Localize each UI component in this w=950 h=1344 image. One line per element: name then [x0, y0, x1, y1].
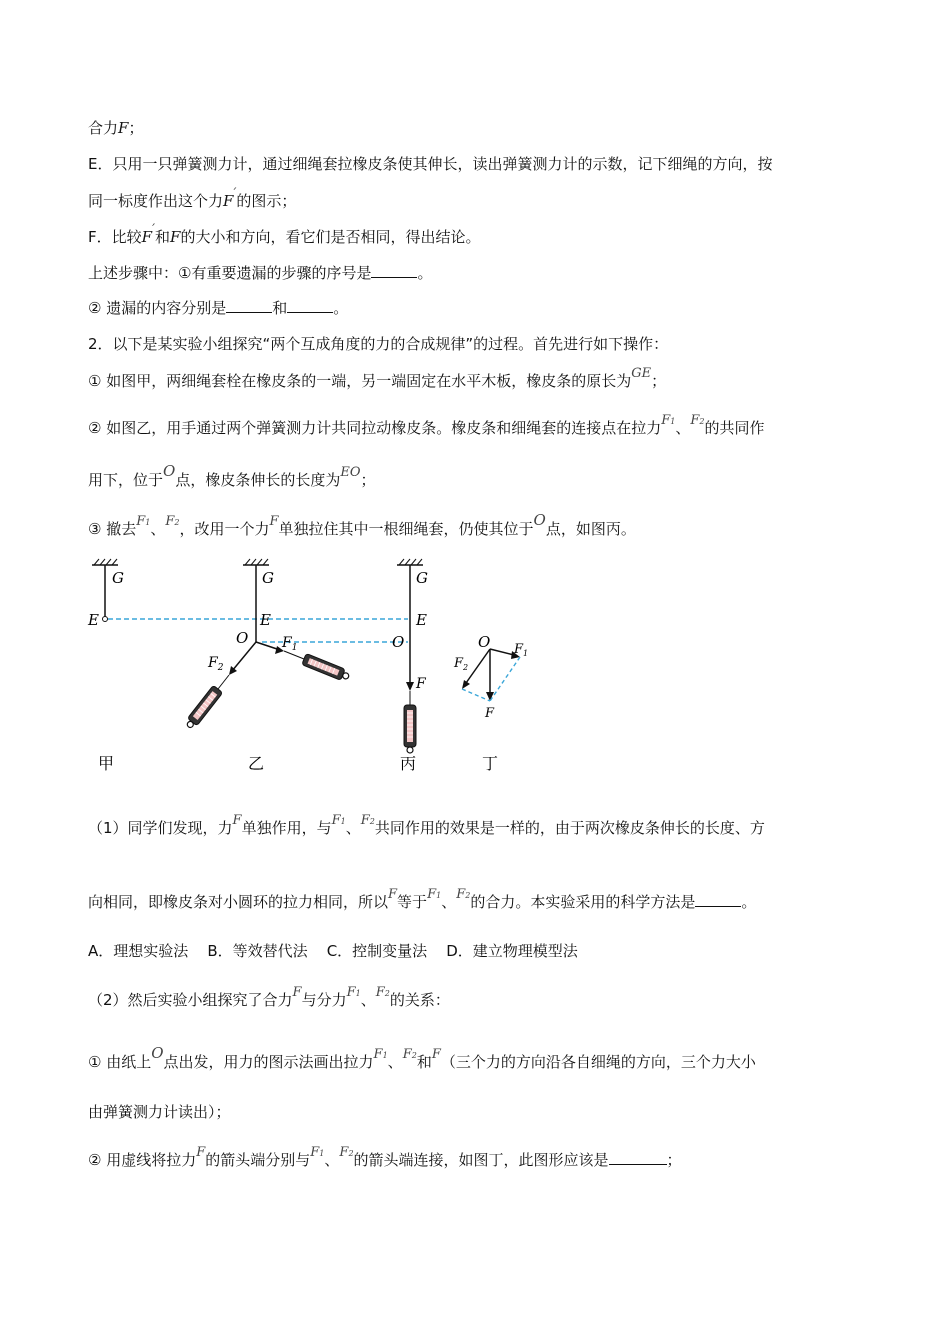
- figure-bing: [392, 559, 428, 773]
- symbol-F: F: [388, 887, 398, 902]
- spring-scale-right: [302, 653, 351, 682]
- text: ② 用虚线将拉力: [88, 1151, 197, 1169]
- text: 的箭头端分别与: [205, 1151, 311, 1169]
- symbol-F2: F2: [165, 514, 180, 529]
- operation-1: [88, 366, 667, 393]
- symbol-F: F: [292, 985, 302, 1000]
- answer-options[interactable]: A．理想实验法 B．等效替代法 C．控制变量法 D．建立物理模型法: [88, 942, 578, 960]
- label-E: E: [416, 611, 427, 629]
- symbol-EO: EO: [340, 465, 361, 480]
- label-F2: $F_2$: [208, 655, 224, 673]
- text: E．只用一只弹簧测力计，通过细绳套拉橡皮条使其伸长，读出弹簧测力计的示数，记下细绳的方向，按: [88, 155, 773, 173]
- label-F: F: [485, 706, 495, 721]
- text: 点，如图丙。: [545, 520, 636, 538]
- symbol-F1: F1: [373, 1047, 388, 1062]
- part-1-line2: [88, 887, 757, 915]
- figure-ding: [453, 633, 528, 773]
- symbol-F1: F1: [310, 1145, 325, 1160]
- caption-yi: 乙: [248, 754, 265, 773]
- text: 单独拉住其中一根细绳套，仍使其位于: [278, 520, 534, 538]
- text: 上述步骤中：①有重要遗漏的步骤的序号是: [88, 264, 372, 282]
- symbol-F2: F2: [402, 1047, 417, 1062]
- symbol-F: F: [170, 228, 181, 246]
- text: 共同作用的效果是一样的，由于两次橡皮条伸长的长度、方: [374, 819, 765, 837]
- operation-2-line1: [88, 413, 765, 441]
- operation-2-line2: [88, 462, 376, 492]
- symbol-F: F: [431, 1047, 441, 1062]
- symbol-F2: F2: [339, 1145, 354, 1160]
- part-2-line: [88, 985, 450, 1013]
- symbol-F-prime: F: [223, 192, 234, 210]
- label-F2: $F_2$: [454, 656, 469, 672]
- text: 和: [272, 299, 288, 317]
- symbol-F2: F2: [375, 985, 390, 1000]
- label-O: O: [392, 633, 405, 651]
- text: 单独作用，与: [241, 819, 332, 837]
- options-line: [88, 941, 578, 961]
- symbol-F1: F1: [427, 887, 442, 902]
- text: 的大小和方向，看它们是否相同，得出结论。: [180, 228, 481, 246]
- text: 2．以下是某实验小组探究“两个互成角度的力的合成规律”的过程。首先进行如下操作：: [88, 335, 669, 353]
- spring-scale-down: [404, 705, 416, 753]
- text: 与分力: [301, 991, 347, 1009]
- text: ② 遗漏的内容分别是: [88, 299, 227, 317]
- symbol-F1: F1: [136, 514, 151, 529]
- text: 向相同，即橡皮条对小圆环的拉力相同，所以: [88, 893, 389, 911]
- step-e-line2: [88, 186, 297, 213]
- text: ① 由纸上: [88, 1053, 152, 1071]
- text: ① 如图甲，两细绳套栓在橡皮条的一端，另一端固定在水平木板，橡皮条的原长为: [88, 372, 632, 390]
- text: 点，橡皮条伸长的长度为: [175, 471, 341, 489]
- symbol-F2: F2: [360, 813, 375, 828]
- text: ，改用一个力: [179, 520, 270, 538]
- caption-jia: 甲: [98, 754, 115, 773]
- text: 由弹簧测力计读出）；: [88, 1103, 231, 1121]
- text: ；: [128, 119, 144, 137]
- answer-blank[interactable]: [226, 298, 272, 313]
- spring-scale-left: [184, 685, 223, 730]
- text: 的图示；: [236, 192, 297, 210]
- answer-blank[interactable]: [609, 1150, 667, 1165]
- text: 。: [741, 893, 757, 911]
- label-F: F: [416, 676, 426, 692]
- text: ；: [360, 471, 376, 489]
- step-connect-line: [88, 1145, 682, 1173]
- question-missing-step: [88, 263, 432, 283]
- symbol-F: F: [196, 1145, 206, 1160]
- text: 的箭头端连接，如图丁，此图形应该是: [353, 1151, 609, 1169]
- symbol-F2: F2: [690, 413, 705, 428]
- text: 的合力。本实验采用的科学方法是: [470, 893, 696, 911]
- text: 点出发，用力的图示法画出拉力: [163, 1053, 374, 1071]
- experiment-figure: [80, 555, 560, 790]
- text: 同一标度作出这个力: [88, 192, 224, 210]
- figure-svg: [80, 555, 560, 790]
- text: 、: [345, 819, 361, 837]
- symbol-F1: F1: [346, 985, 361, 1000]
- label-O: O: [236, 629, 249, 647]
- text: （三个力的方向沿各自细绳的方向，三个力大小: [440, 1053, 756, 1071]
- label-G: G: [416, 569, 428, 587]
- label-G: G: [262, 569, 274, 587]
- step-draw-line2: [88, 1102, 231, 1122]
- step-e-line1: [88, 154, 772, 174]
- label-G: G: [112, 569, 124, 587]
- symbol-F: F: [118, 119, 129, 137]
- label-F1: $F_1$: [514, 642, 529, 658]
- figure-yi: [184, 559, 351, 773]
- text: 的关系：: [389, 991, 450, 1009]
- text: 、: [387, 1053, 403, 1071]
- symbol-F1: F1: [661, 413, 676, 428]
- figure-jia: [87, 559, 124, 773]
- step-f-line: [88, 222, 481, 249]
- label-O: O: [478, 633, 491, 651]
- text: ；: [666, 1151, 682, 1169]
- caption-ding: 丁: [482, 754, 499, 773]
- text: 。: [417, 264, 433, 282]
- answer-blank[interactable]: [371, 263, 417, 278]
- caption-bing: 丙: [400, 754, 417, 773]
- text: F．比较: [88, 228, 142, 246]
- text: 等于: [397, 893, 428, 911]
- symbol-F2: F2: [456, 887, 471, 902]
- operation-3: [88, 511, 636, 542]
- label-F1: $F_1$: [282, 635, 298, 653]
- text: ；: [651, 372, 667, 390]
- prime-mark: ′: [233, 186, 237, 201]
- line-resultant: [88, 118, 143, 138]
- text: 、: [675, 419, 691, 437]
- text: 和: [155, 228, 171, 246]
- text: 。: [333, 299, 349, 317]
- symbol-F1: F1: [331, 813, 346, 828]
- text: 和: [416, 1053, 432, 1071]
- text: ③ 撤去: [88, 520, 137, 538]
- text: （1）同学们发现，力: [88, 819, 233, 837]
- text: 、: [360, 991, 376, 1009]
- question-missing-content: [88, 298, 348, 318]
- label-E: E: [88, 611, 99, 629]
- answer-blank[interactable]: [695, 892, 741, 907]
- text: （2）然后实验小组探究了合力: [88, 991, 293, 1009]
- question-2-intro: [88, 334, 668, 354]
- text: 合力: [88, 119, 119, 137]
- text: 用下，位于: [88, 471, 164, 489]
- text: ② 如图乙，用手通过两个弹簧测力计共同拉动橡皮条。橡皮条和细绳套的连接点在拉力: [88, 419, 662, 437]
- symbol-GE: GE: [631, 366, 652, 381]
- text: 的共同作: [704, 419, 765, 437]
- symbol-O: O: [533, 511, 546, 529]
- text: 、: [150, 520, 166, 538]
- step-draw-line1: [88, 1044, 756, 1075]
- text: 、: [324, 1151, 340, 1169]
- symbol-F: F: [232, 813, 242, 828]
- label-E: E: [260, 611, 271, 629]
- text: 、: [441, 893, 457, 911]
- symbol-O: O: [151, 1044, 164, 1062]
- symbol-F: F: [269, 514, 279, 529]
- symbol-F-prime: F: [141, 228, 153, 246]
- prime-mark: ′: [152, 222, 156, 237]
- symbol-O: O: [163, 462, 176, 480]
- answer-blank[interactable]: [287, 298, 333, 313]
- part-1-line1: [88, 813, 765, 841]
